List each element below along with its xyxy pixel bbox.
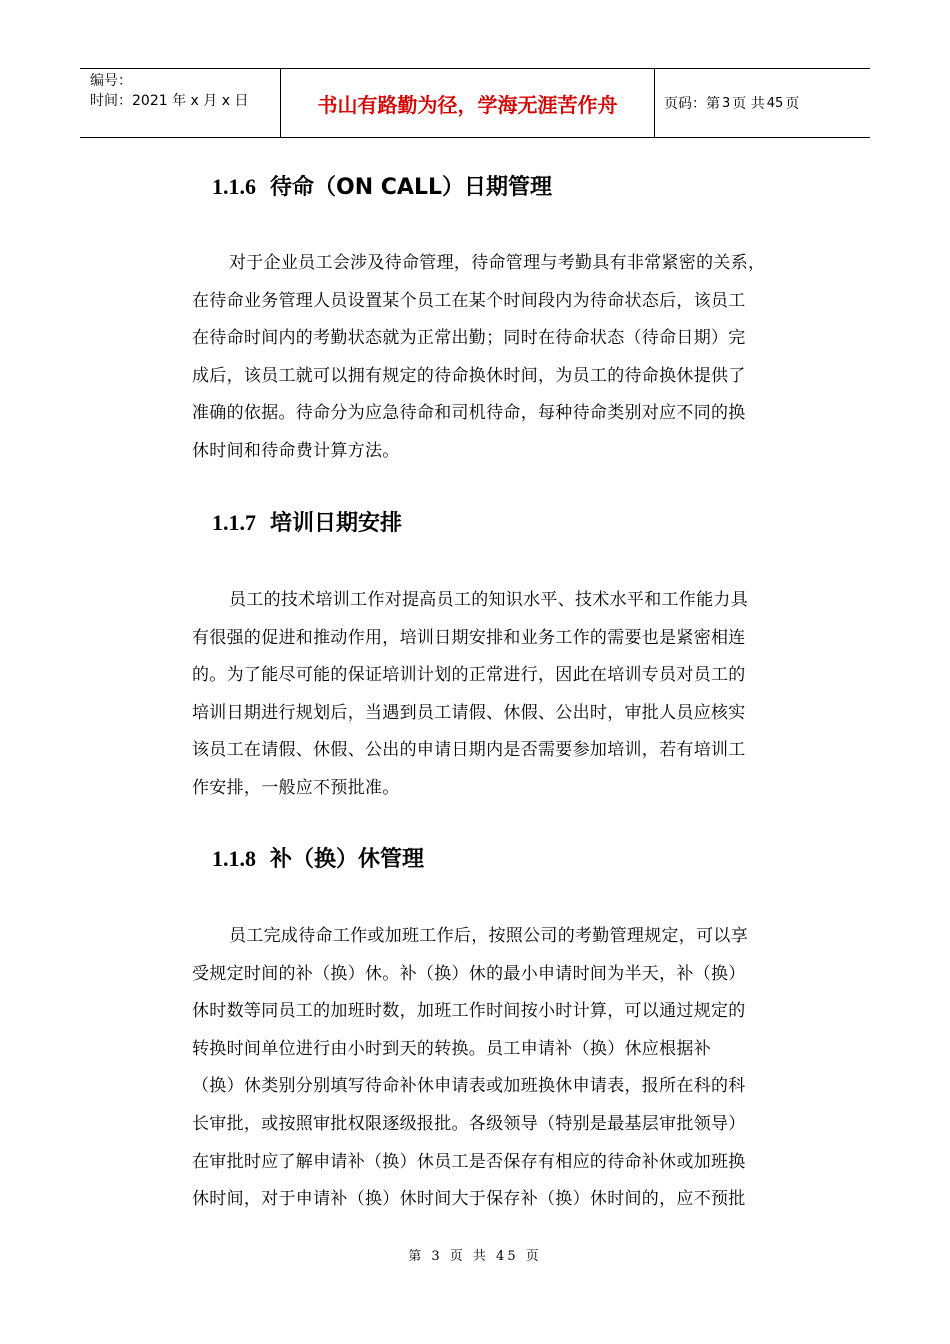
paragraph-line: 员工完成待命工作或加班工作后，按照公司的考勤管理规定，可以享: [229, 926, 748, 946]
paragraph-line: 休时间，对于申请补（换）休时间大于保存补（换）休时间的，应不预批: [192, 1189, 746, 1210]
section-title: 待命（ON CALL）日期管理: [270, 175, 552, 200]
paragraph-line: 准确的依据。待命分为应急待命和司机待命，每种待命类别对应不同的换: [192, 403, 746, 424]
section-number: 1.1.8: [212, 846, 256, 871]
section-title: 补（换）休管理: [270, 847, 425, 872]
page-counter: [654, 69, 870, 137]
paragraph-line: 的。为了能尽可能的保证培训计划的正常进行，因此在培训专员对员工的: [192, 665, 746, 686]
page-prefix: 页码：第: [664, 96, 720, 112]
section-heading: [212, 842, 424, 873]
paragraph-line: 在审批时应了解申请补（换）休员工是否保存有相应的待命补休或加班换: [192, 1151, 746, 1172]
section-paragraph: [192, 582, 812, 808]
paragraph-line: 该员工在请假、休假、公出的申请日期内是否需要参加培训，若有培训工: [192, 740, 746, 761]
section-title: 培训日期安排: [270, 511, 403, 536]
paragraph-line: 培训日期进行规划后，当遇到员工请假、休假、公出时，审批人员应核实: [192, 702, 746, 723]
page-mid: 页 共: [732, 96, 765, 112]
section-paragraph: [192, 918, 812, 1219]
paragraph-line: （换）休类别分别填写待命补休申请表或加班换休申请表，报所在科的科: [192, 1076, 746, 1097]
page-footer: 第 3 页 共 45 页: [408, 1249, 542, 1264]
paragraph-line: 成后，该员工就可以拥有规定的待命换休时间，为员工的待命换休提供了: [192, 365, 746, 386]
motto: 书山有路勤为径，学海无涯苦作舟: [317, 92, 618, 117]
page-suffix: 页: [785, 96, 800, 112]
paragraph-line: 员工的技术培训工作对提高员工的知识水平、技术水平和工作能力具: [229, 590, 748, 610]
date-label: 时间：2021 年 x 月 x 日: [90, 93, 249, 109]
header-meta: [80, 69, 280, 137]
header-motto-cell: [280, 69, 655, 137]
paragraph-line: 休时间和待命费计算方法。: [192, 440, 400, 461]
paragraph-line: 休时数等同员工的加班时数，加班工作时间按小时计算，可以通过规定的: [192, 1001, 746, 1022]
paragraph-line: 转换时间单位进行由小时到天的转换。员工申请补（换）休应根据补: [192, 1038, 711, 1059]
page-number: 3: [722, 95, 731, 111]
paragraph-line: 对于企业员工会涉及待命管理，待命管理与考勤具有非常紧密的关系，: [229, 253, 766, 273]
paragraph-line: 受规定时间的补（换）休。补（换）休的最小申请时间为半天，补（换）: [192, 963, 746, 984]
paragraph-line: 作安排，一般应不预批准。: [192, 777, 400, 798]
section-paragraph: [192, 245, 812, 471]
page-header: [80, 68, 870, 138]
paragraph-line: 有很强的促进和推动作用，培训日期安排和业务工作的需要也是紧密相连: [192, 627, 746, 648]
paragraph-line: 在待命业务管理人员设置某个员工在某个时间段内为待命状态后，该员工: [192, 290, 746, 311]
section-number: 1.1.6: [212, 174, 256, 199]
paragraph-line: 长审批，或按照审批权限逐级报批。各级领导（特别是最基层审批领导）: [192, 1113, 746, 1134]
paragraph-line: 在待命时间内的考勤状态就为正常出勤；同时在待命状态（待命日期）完: [192, 328, 746, 349]
section-heading: [212, 170, 552, 201]
section-number: 1.1.7: [212, 510, 256, 535]
section-heading: [212, 506, 402, 537]
page-total: 45: [766, 95, 784, 111]
code-label: 编号：: [90, 73, 132, 89]
